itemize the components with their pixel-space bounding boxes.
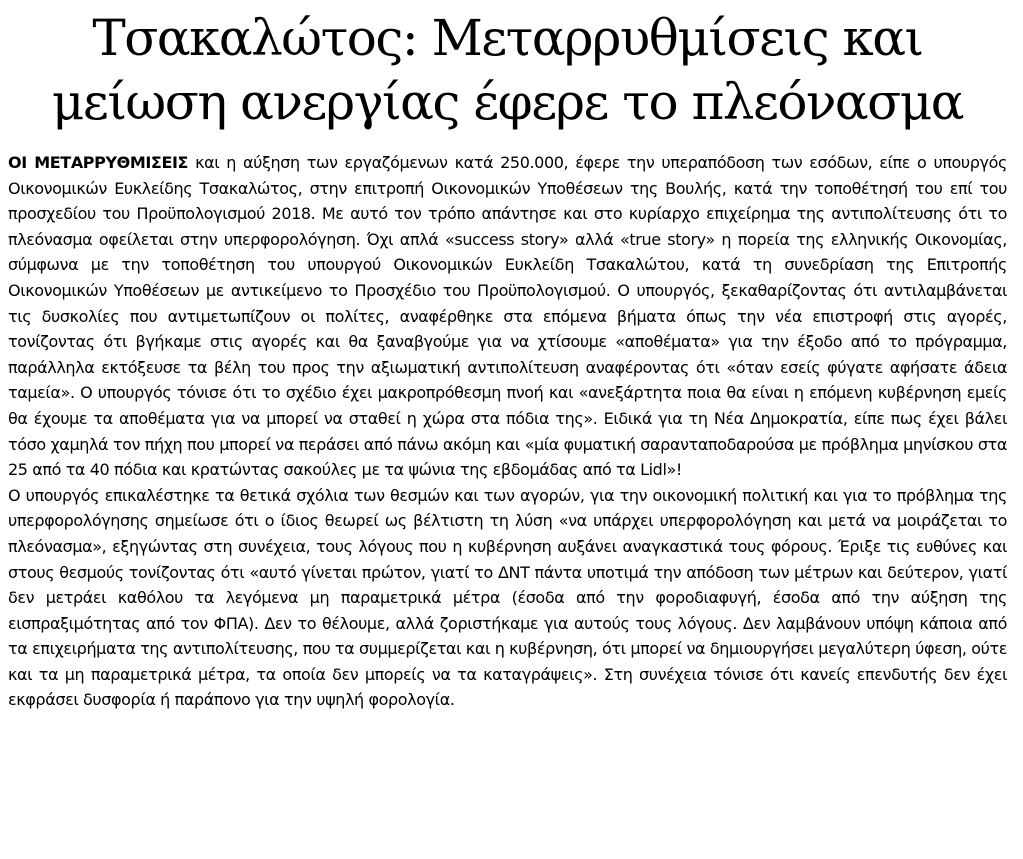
headline-line-1: Τσακαλώτος: Μεταρρυθμίσεις και	[92, 9, 923, 67]
headline	[8, 6, 1007, 134]
paragraph-1-text: και η αύξηση των εργαζόμενων κατά 250.000, έφερε την υπεραπόδοση των εσόδων, είπε ο υπουργός Οικονομικών Ευκλείδης Τσακαλώτος, στην επιτροπή Οικονομικών Υποθέσεων της Βουλής, κατά την τοποθέτησή του επί του προσχεδίου του Προϋπολογισμού 2018. Με αυτό τον τρόπο απάντησε και στο κυρίαρχο επιχείρημα της αντιπολίτευσης ότι το πλεόνασμα οφείλεται στην υπερφορολόγηση. Όχι απλά «success story» αλλά «true story» η πορεία της ελληνικής Οικονομίας, σύμφωνα με την τοποθέτηση του υπουργού Οικονομικών Ευκλείδη Τσακαλώτου, κατά τη συνεδρίαση της Επιτροπής Οικονομικών Υποθέσεων με αντικείμενο το Προσχέδιο του Προϋπολογισμού. Ο υπουργός, ξεκαθαρίζοντας ότι αντιλαμβάνεται τις δυσκολίες που αντιμετωπίζουν οι πολίτες, αναφέρθηκε στα επόμενα βήματα όπως την νέα επιστροφή στις αγορές, τονίζοντας ότι βγήκαμε στις αγορές και θα ξαναβγούμε για να χτίσουμε «αποθέματα» για την έξοδο από το πρόγραμμα, παράλληλα εκτόξευσε τα βέλη του προς την αξιωματική αντιπολίτευση αναφέροντας ότι «όταν εσείς φύγατε αφήσατε άδεια ταμεία». Ο υπουργός τόνισε ότι το σχέδιο έχει μακροπρόθεσμη πνοή και «ανεξάρτητα ποια θα είναι η επόμενη κυβέρνηση εμείς θα έχουμε τα αποθέματα για να μπορεί να σταθεί η χώρα στα πόδια της». Ειδικά για τη Νέα Δημοκρατία, είπε πως έχει βάλει τόσο χαμηλά τον πήχη που μπορεί να περάσει από πάνω ακόμη και «μία φυματική σαρανταποδαρούσα με πρόβλημα μηνίσκου στα 25 από τα 40 πόδια και κρατώντας σακούλες με τα ψώνια της εβδομάδας από τα Lidl»!	[8, 153, 1007, 480]
lead-in: ΟΙ ΜΕΤΑΡΡΥΘΜΙΣΕΙΣ	[8, 153, 189, 172]
article-body	[8, 150, 1007, 713]
article-paragraph-1	[8, 150, 1007, 483]
article-paragraph-2: Ο υπουργός επικαλέστηκε τα θετικά σχόλια των θεσμών και των αγορών, για την οικονομική πολιτική και για το πρόβλημα της υπερφορολόγησης σημείωσε ότι ο ίδιος θεωρεί ως βέλτιστη τη λύση «να υπάρχει υπερφορολόγηση και μετά να μοιράζεται το πλεόνασμα», εξηγώντας στη συνέχεια, τους λόγους που η κυβέρνηση αυξάνει αναγκαστικά τους φόρους. Έριξε τις ευθύνες και στους θεσμούς τονίζοντας ότι «αυτό γίνεται πρώτον, γιατί το ΔΝΤ πάντα υποτιμά την απόδοση των μέτρων και δεύτερον, γιατί δεν μετράει καθόλου τα λεγόμενα μη παραμετρικά μέτρα (έσοδα από την φοροδιαφυγή, έσοδα από την αύξηση της εισπραξιμότητας από τον ΦΠΑ). Δεν το θέλουμε, αλλά ζοριστήκαμε για αυτούς τους λόγους. Δεν λαμβάνουν υπόψη κάποια από τα επιχειρήματα της αντιπολίτευσης, που τα συμμερίζεται και η κυβέρνηση, ότι μπορεί να δημιουργήσει μεγαλύτερη ύφεση, ούτε και τα μη παραμετρικά μέτρα, τα οποία δεν μπορείς να τα καταγράψεις». Στη συνέχεια τόνισε ότι κανείς επενδυτής δεν έχει εκφράσει δυσφορία ή παράπονο για την υψηλή φορολογία.	[8, 485, 1007, 710]
headline-line-2: μείωση ανεργίας έφερε το πλεόνασμα	[51, 73, 964, 131]
